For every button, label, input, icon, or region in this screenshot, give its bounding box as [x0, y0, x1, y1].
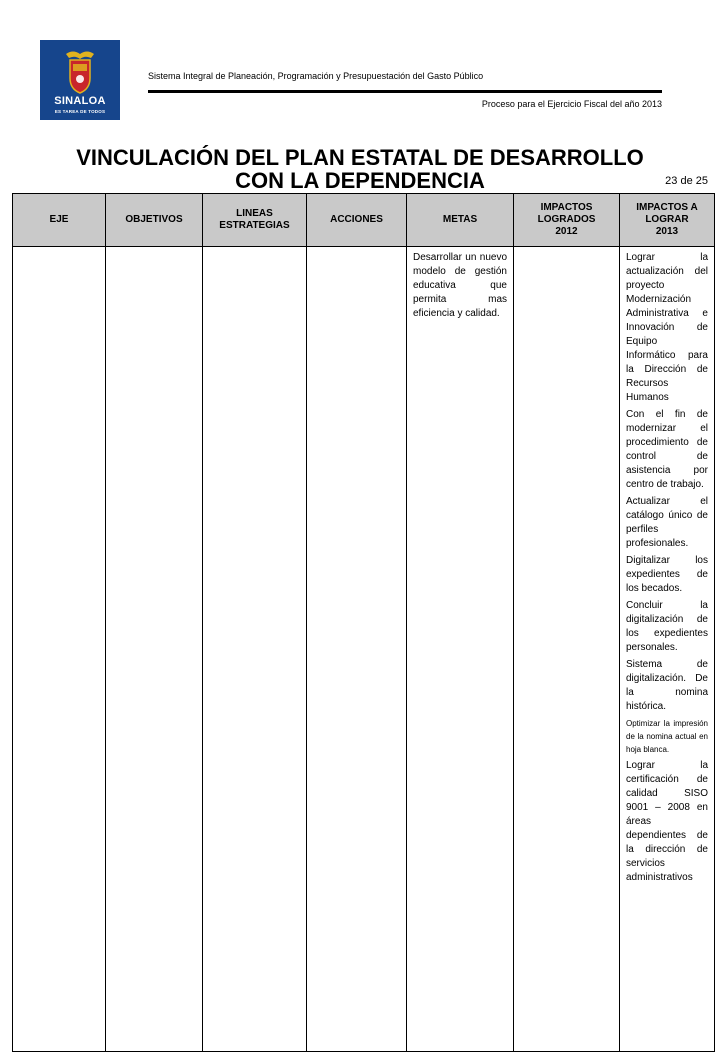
impact-item: Actualizar el catálogo único de perfiles profesionales. [626, 496, 708, 549]
col-metas: METAS [407, 194, 514, 247]
col-impactos-a-lograr-line-1: IMPACTOS A [636, 202, 698, 213]
col-impactos-logrados-line-1: IMPACTOS [540, 202, 593, 213]
coat-of-arms-icon [40, 40, 120, 120]
impact-item: Lograr la actualización del proyecto Modernización Administrativa e Innovación de Equipo Informático para la Dirección de Recursos Humanos [626, 252, 708, 403]
page-title-line-2: CON LA DEPENDENCIA [235, 168, 485, 193]
col-impactos-logrados [514, 194, 620, 247]
col-impactos-a-lograr [620, 194, 715, 247]
linkage-table [12, 193, 715, 1052]
col-impactos-a-lograr-line-2: LOGRAR [645, 214, 689, 225]
cell-lineas-estrategias [203, 247, 307, 1052]
cell-objetivos [106, 247, 203, 1052]
logo-name: SINALOA [54, 95, 106, 107]
header-rule [148, 90, 662, 93]
impact-item: Digitalizar los expedientes de los becados. [626, 555, 708, 594]
col-impactos-logrados-line-2: LOGRADOS [537, 214, 596, 225]
page-title [0, 146, 720, 192]
logo-motto: ES TAREA DE TODOS [54, 109, 106, 114]
col-eje: EJE [13, 194, 106, 247]
table-header-row [13, 194, 715, 247]
system-title: Sistema Integral de Planeación, Programación y Presupuestación del Gasto Público [148, 71, 484, 81]
process-label: Proceso para el Ejercicio Fiscal del año 2013 [481, 99, 662, 109]
cell-metas [407, 247, 514, 1052]
cell-eje [13, 247, 106, 1052]
page-title-line-1: VINCULACIÓN DEL PLAN ESTATAL DE DESARROLLO [76, 145, 644, 170]
col-impactos-a-lograr-line-3: 2013 [655, 226, 679, 237]
cell-acciones [307, 247, 407, 1052]
col-lineas-estrategias: LINEAS ESTRATEGIAS [203, 194, 307, 247]
table-row [13, 247, 715, 1052]
page-number: 23 de 25 [665, 175, 708, 187]
impact-item: Optimizar la impresión de la nomina actual en hoja blanca. [626, 719, 708, 754]
col-impactos-logrados-line-3: 2012 [555, 226, 578, 237]
impact-item: Lograr la certificación de calidad SISO 9001 – 2008 en áreas dependientes de la dirección de servicios administrativos [626, 760, 708, 883]
impact-item: Concluir la digitalización de los expedientes personales. [626, 600, 708, 653]
sinaloa-logo [40, 40, 120, 120]
col-objetivos: OBJETIVOS [106, 194, 203, 247]
impact-item: Sistema de digitalización. De la nomina histórica. [626, 659, 708, 712]
cell-impactos-logrados [514, 247, 620, 1052]
col-acciones: ACCIONES [307, 194, 407, 247]
metas-text: Desarrollar un nuevo modelo de gestión educativa que permita mas eficiencia y calidad. [413, 252, 507, 319]
impact-item: Con el fin de modernizar el procedimiento de control de asistencia por centro de trabajo. [626, 409, 708, 490]
cell-impactos-a-lograr [620, 247, 715, 1052]
